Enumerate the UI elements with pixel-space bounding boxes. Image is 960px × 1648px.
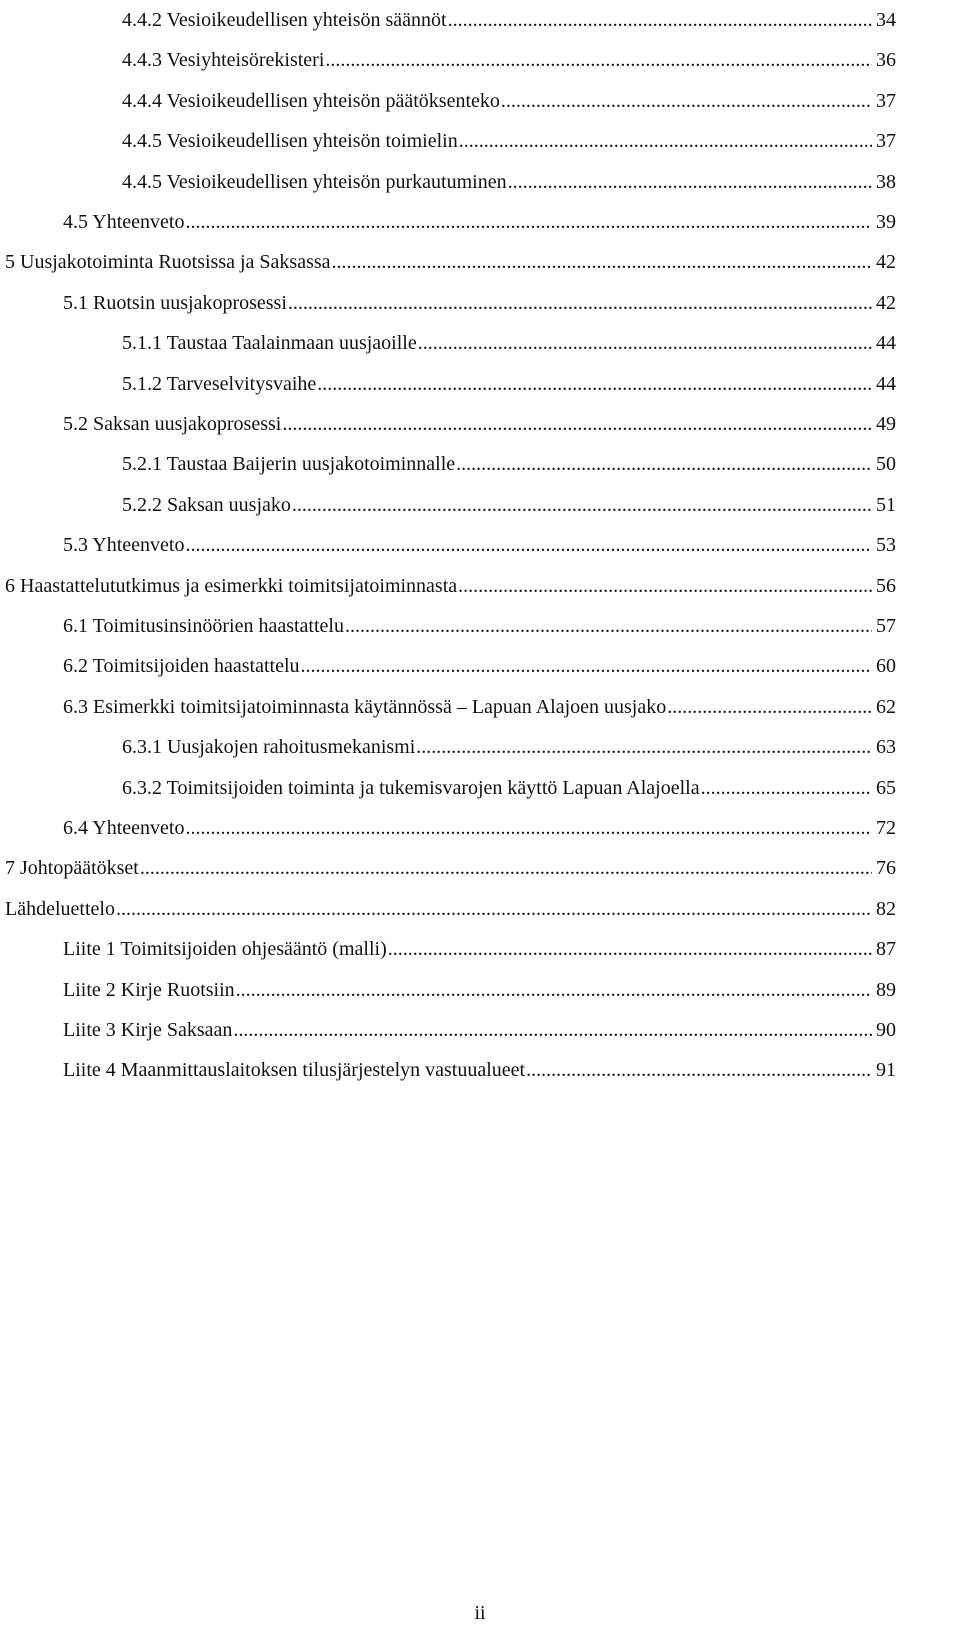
toc-entry-title: 6.2 Toimitsijoiden haastattelu [63,655,300,678]
toc-entry-page-number: 62 [876,695,896,718]
toc-entry[interactable] [122,40,896,80]
toc-entry-page-number: 51 [876,493,896,516]
toc-entry[interactable] [122,768,896,808]
toc-entry[interactable] [122,485,896,525]
toc-entry-page-number: 53 [876,534,896,557]
toc-entry-page-number: 89 [876,978,896,1001]
toc-dot-leader [508,162,872,202]
toc-dot-leader [701,768,872,808]
toc-entry[interactable] [63,808,896,848]
toc-dot-leader [459,121,872,161]
page-number: ii [474,1602,486,1624]
toc-entry[interactable] [5,848,896,888]
toc-dot-leader [325,40,872,80]
toc-dot-leader [185,808,872,848]
toc-entry-title: 4.5 Yhteenveto [63,211,185,233]
toc-dot-leader [667,687,872,727]
toc-entry[interactable] [63,1010,896,1050]
toc-entry-title: 5.1.1 Taustaa Taalainmaan uusjaoille [122,332,417,355]
toc-entry-title: 4.4.5 Vesioikeudellisen yhteisön toimielin [122,130,458,153]
toc-entry[interactable] [63,646,896,686]
toc-entry-title: Liite 3 Kirje Saksaan [63,1019,233,1041]
toc-entry-page-number: 82 [876,897,896,920]
toc-entry-page-number: 56 [876,574,896,597]
toc-dot-leader [501,81,872,121]
toc-entry[interactable] [63,525,896,565]
toc-entry-title: 5.1.2 Tarveselvitysvaihe [122,372,317,395]
toc-entry[interactable] [122,323,896,363]
toc-entry-title: 4.4.2 Vesioikeudellisen yhteisön säännöt [122,9,447,31]
toc-dot-leader [448,0,872,40]
toc-entry-title: 5.2.1 Taustaa Baijerin uusjakotoiminnalle [122,453,456,476]
toc-entry[interactable] [122,727,896,767]
toc-entry[interactable] [122,81,896,121]
toc-entry-page-number: 39 [876,211,896,233]
toc-dot-leader [317,364,872,404]
toc-dot-leader [236,970,872,1010]
toc-entry[interactable] [63,970,896,1010]
toc-dot-leader [140,848,872,888]
toc-entry-page-number: 72 [876,817,896,839]
toc-entry-title: Lähdeluettelo [5,897,115,920]
toc-dot-leader [345,606,872,646]
toc-entry[interactable] [63,606,896,646]
toc-entry-title: 7 Johtopäätökset [5,857,139,880]
toc-entry[interactable] [63,283,896,323]
toc-entry-page-number: 44 [876,332,896,355]
toc-entry[interactable] [122,364,896,404]
toc-dot-leader [185,202,872,242]
toc-entry-title: 6.4 Yhteenveto [63,817,185,839]
toc-entry[interactable] [5,242,896,282]
toc-entry-page-number: 60 [876,655,896,678]
toc-entry-page-number: 50 [876,453,896,476]
toc-entry-title: Liite 1 Toimitsijoiden ohjesääntö (malli) [63,938,387,961]
toc-entry-page-number: 37 [876,89,896,112]
toc-entry[interactable] [63,687,896,727]
toc-dot-leader [456,444,872,484]
toc-dot-leader [301,646,872,686]
toc-entry-title: Liite 2 Kirje Ruotsiin [63,978,235,1001]
toc-entry[interactable] [122,162,896,202]
toc-dot-leader [388,929,872,969]
toc-dot-leader [458,566,872,606]
toc-entry-page-number: 42 [876,251,896,274]
toc-entry[interactable] [122,444,896,484]
toc-entry-page-number: 38 [876,170,896,193]
toc-entry-title: 6.3.2 Toimitsijoiden toiminta ja tukemisvarojen käyttö Lapuan Alajoella [122,776,700,799]
toc-entry-page-number: 49 [876,413,896,435]
toc-entry-page-number: 87 [876,938,896,961]
toc-entry-title: 5.3 Yhteenveto [63,534,185,557]
toc-entry-title: 5.1 Ruotsin uusjakoprosessi [63,291,287,314]
toc-dot-leader [185,525,872,565]
toc-dot-leader [418,323,872,363]
toc-entry-page-number: 37 [876,130,896,153]
toc-entry[interactable] [122,0,896,40]
toc-entry-title: 5.2.2 Saksan uusjako [122,493,291,516]
toc-dot-leader [526,1050,872,1090]
toc-entry[interactable] [63,929,896,969]
toc-entry[interactable] [5,566,896,606]
toc-entry-page-number: 76 [876,857,896,880]
toc-entry-page-number: 91 [876,1059,896,1082]
toc-entry-title: 4.4.3 Vesiyhteisörekisteri [122,49,325,72]
toc-entry-title: 6.3.1 Uusjakojen rahoitusmekanismi [122,736,416,759]
toc-dot-leader [332,242,872,282]
toc-dot-leader [116,889,872,929]
toc-dot-leader [416,727,872,767]
toc-entry-title: 6.1 Toimitusinsinöörien haastattelu [63,615,344,637]
toc-entry-title: 4.4.5 Vesioikeudellisen yhteisön purkautuminen [122,170,507,193]
toc-entry-page-number: 63 [876,736,896,759]
toc-entry-page-number: 42 [876,291,896,314]
toc-entry[interactable] [63,202,896,242]
toc-entry[interactable] [63,1050,896,1090]
toc-entry-title: 4.4.4 Vesioikeudellisen yhteisön päätöksenteko [122,89,500,112]
toc-dot-leader [282,404,872,444]
toc-entry-page-number: 90 [876,1019,896,1041]
toc-entry-title: 5.2 Saksan uusjakoprosessi [63,413,282,435]
toc-entry-page-number: 36 [876,49,896,72]
toc-entry-page-number: 57 [876,615,896,637]
toc-entry[interactable] [63,404,896,444]
toc-entry-title: 6.3 Esimerkki toimitsijatoiminnasta käytännössä – Lapuan Alajoen uusjako [63,695,667,718]
toc-dot-leader [233,1010,872,1050]
toc-entry-page-number: 34 [876,9,896,31]
toc-entry-page-number: 44 [876,372,896,395]
toc-entry[interactable] [5,889,896,929]
toc-entry-page-number: 65 [876,776,896,799]
toc-entry-title: 6 Haastattelututkimus ja esimerkki toimitsijatoiminnasta [5,574,458,597]
toc-entry-title: Liite 4 Maanmittauslaitoksen tilusjärjestelyn vastuualueet [63,1059,526,1082]
toc-entry-title: 5 Uusjakotoiminta Ruotsissa ja Saksassa [5,251,331,274]
toc-dot-leader [292,485,872,525]
toc-entry[interactable] [122,121,896,161]
toc-dot-leader [288,283,872,323]
